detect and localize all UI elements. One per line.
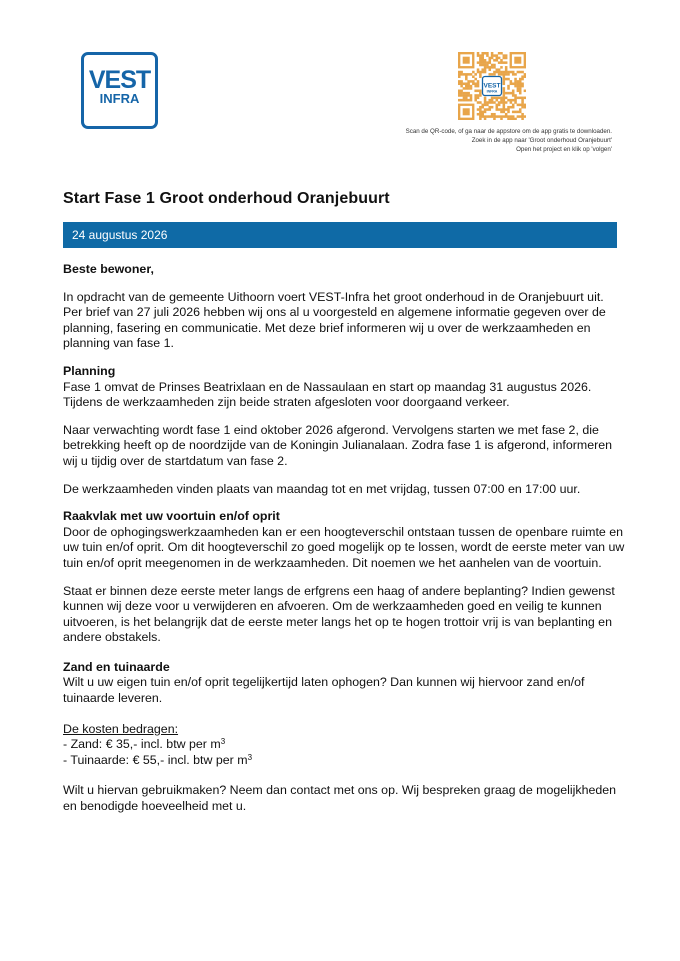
zand-paragraph-1: Wilt u uw eigen tuin en/of oprit tegelijkertijd laten ophogen? Dan kunnen wij hiervoor zand en/of tuinaarde leveren. bbox=[63, 675, 585, 706]
closing-paragraph: Wilt u hiervan gebruikmaken? Neem dan contact met ons op. Wij bespreken graag de mogelijkheden en benodigde hoeveelheid met u. bbox=[63, 783, 617, 814]
qr-caption bbox=[360, 128, 612, 154]
cost-tuinaarde bbox=[63, 753, 625, 769]
salutation: Beste bewoner, bbox=[63, 262, 154, 276]
cost-zand-unit-superscript: 3 bbox=[220, 737, 226, 747]
qr-code-image bbox=[458, 52, 526, 120]
cost-zand bbox=[63, 737, 625, 753]
page-title: Start Fase 1 Groot onderhoud Oranjebuurt bbox=[63, 190, 390, 207]
costs-label: De kosten bedragen: bbox=[63, 721, 179, 736]
qr-finder-pattern bbox=[458, 104, 474, 120]
qr-center-logo-subtext: INFRA bbox=[486, 89, 498, 94]
section-heading-zand: Zand en tuinaarde bbox=[63, 659, 170, 674]
planning-paragraph-2: Naar verwachting wordt fase 1 eind oktober 2026 afgerond. Vervolgens starten we met fase 2, die betrekking heeft op de noordzijde van de Koningin Julianalaan. Zodra fase 1 is afgerond, informeren wij u tijdig over de startdatum van fase 2. bbox=[63, 422, 612, 468]
qr-caption-line-3: Open het project en klik op 'volgen' bbox=[516, 145, 612, 153]
letter-date: 24 augustus 2026 bbox=[72, 228, 168, 242]
section-heading-raakvlak: Raakvlak met uw voortuin en/of oprit bbox=[63, 509, 280, 524]
cost-tuinaarde-unit-superscript: 3 bbox=[247, 752, 253, 762]
qr-caption-line-2: Zoek in de app naar 'Groot onderhoud Oranjebuurt' bbox=[471, 136, 612, 144]
intro-paragraph: In opdracht van de gemeente Uithoorn voert VEST-Infra het groot onderhoud in de Oranjebuurt uit. Per brief van 27 juli 2026 hebben wij ons al u voorgesteld en algemene informatie gegeven over de planning, fasering en communicatie. Met deze brief informeren wij u over de werkzaamheden en planning van fase 1. bbox=[63, 289, 606, 351]
date-bar bbox=[63, 222, 617, 248]
planning-paragraph-1: Fase 1 omvat de Prinses Beatrixlaan en de Nassaulaan en start op maandag 31 augustus 2026. Tijdens de werkzaamheden zijn beide straten afgesloten voor doorgaand verkeer. bbox=[63, 379, 592, 410]
vest-infra-logo bbox=[81, 52, 158, 129]
section-heading-planning: Planning bbox=[63, 363, 116, 378]
qr-caption-line-1: Scan de QR-code, of ga naar de appstore om de app gratis te downloaden. bbox=[405, 128, 612, 135]
logo-text-vest: VEST bbox=[88, 66, 151, 94]
letter-body bbox=[63, 262, 625, 827]
qr-center-logo-text: VEST bbox=[483, 82, 501, 90]
raakvlak-paragraph-2: Staat er binnen deze eerste meter langs de erfgrens een haag of andere beplanting? Indien gewenst kunnen wij deze voor u verwijderen en afvoeren. Om de werkzaamheden goed en veilig te kunnen uitvoeren, is het belangrijk dat de eerste meter langs het op te hogen trottoir vrij is van beplanting en andere obstakels. bbox=[63, 583, 615, 645]
qr-finder-pattern bbox=[458, 52, 474, 68]
cost-zand-text: - Zand: € 35,- incl. btw per m bbox=[63, 737, 221, 752]
qr-code[interactable] bbox=[458, 52, 526, 120]
qr-finder-pattern bbox=[510, 52, 526, 68]
logo-text-infra: INFRA bbox=[99, 91, 140, 106]
cost-tuinaarde-text: - Tuinaarde: € 55,- incl. btw per m bbox=[63, 752, 248, 767]
raakvlak-paragraph-1: Door de ophogingswerkzaamheden kan er een hoogteverschil ontstaan tussen de openbare ruimte en uw tuin en/of oprit. Om dit hoogteverschil zo goed mogelijk op te lossen, wordt de eerste meter van uw tuin en/of oprit meegenomen in de werkzaamheden. Dit noemen we het aanhelen van de voortuin. bbox=[63, 524, 625, 570]
planning-paragraph-3: De werkzaamheden vinden plaats van maandag tot en met vrijdag, tussen 07:00 en 17:00 uur. bbox=[63, 481, 581, 496]
